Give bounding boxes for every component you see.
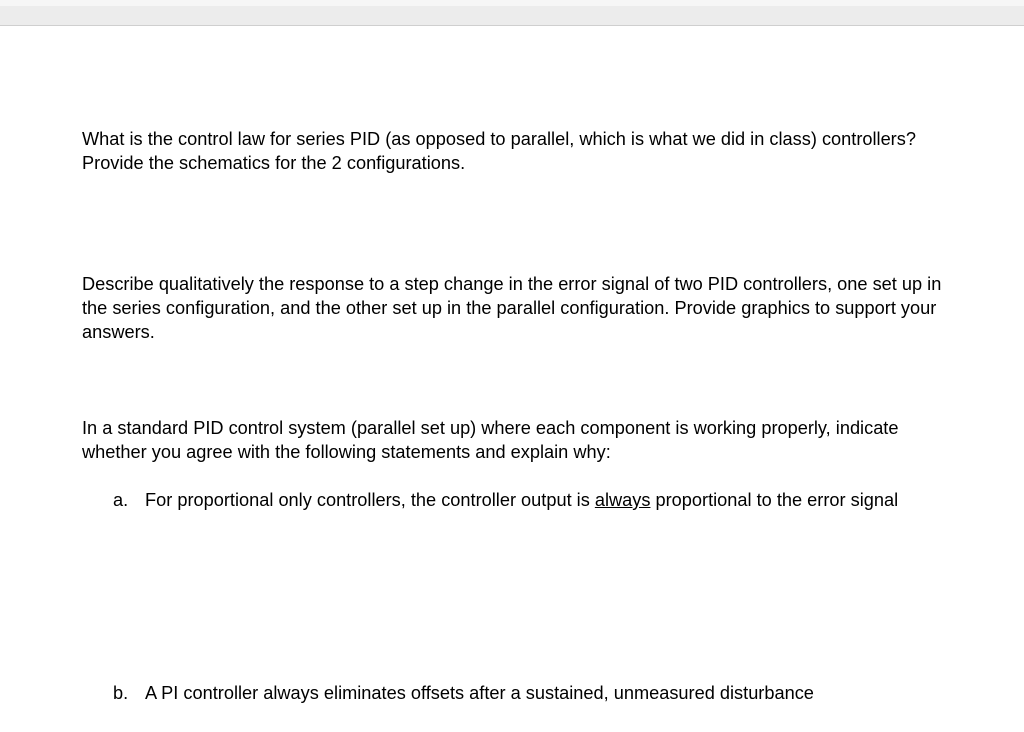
top-bar-highlight xyxy=(0,0,1024,6)
question-step-response: Describe qualitatively the response to a step change in the error signal of two PID controllers, one set up in the series configuration, and the other set up in the parallel configuration. Provide graphics to support your answers. xyxy=(82,274,942,342)
list-item-b xyxy=(113,681,973,705)
item-a-text-after: proportional to the error signal xyxy=(650,490,899,510)
question-statements-intro: In a standard PID control system (parallel set up) where each component is working properly, indicate whether you agree with the following statements and explain why: xyxy=(82,418,899,462)
list-item-a-text xyxy=(145,488,973,512)
window-top-bar xyxy=(0,0,1024,26)
list-marker-a: a. xyxy=(113,490,129,510)
list-item-a xyxy=(113,488,973,512)
list-item-b-text: A PI controller always eliminates offsets after a sustained, unmeasured disturbance xyxy=(145,683,814,703)
item-a-emphasis: always xyxy=(594,490,651,510)
item-a-text-before: For proportional only controllers, the controller output is xyxy=(145,490,595,510)
list-marker-b: b. xyxy=(113,683,129,703)
question-control-law: What is the control law for series PID (as opposed to parallel, which is what we did in class) controllers? Provide the schematics for the 2 configurations. xyxy=(82,129,916,173)
